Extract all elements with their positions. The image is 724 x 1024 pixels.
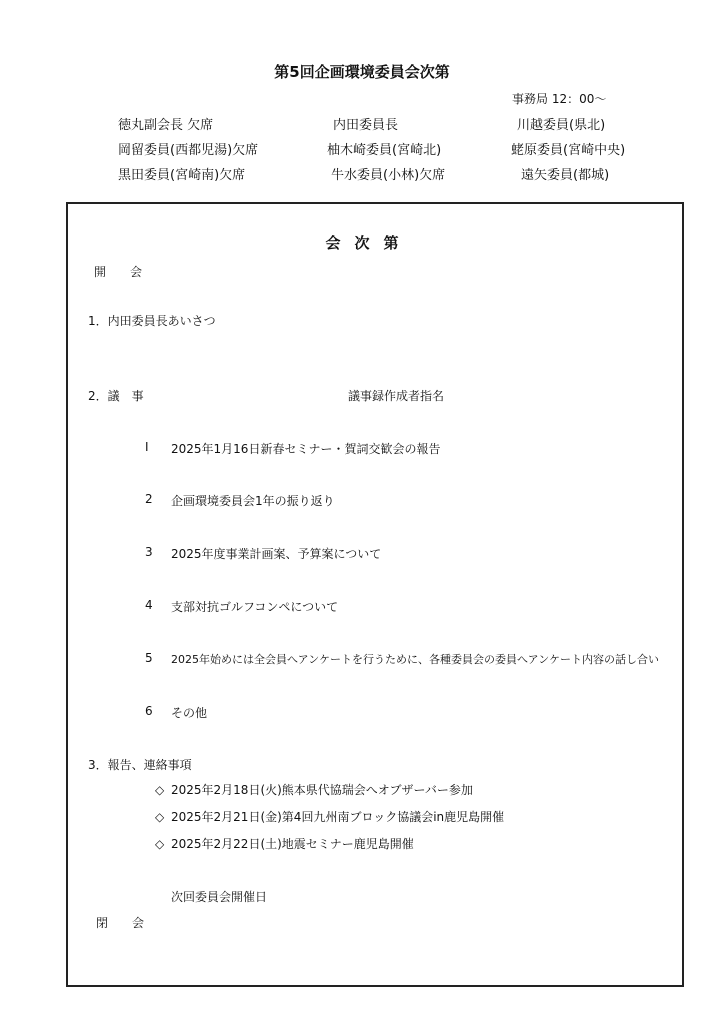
agenda-item-2: 2．議 事 (88, 389, 144, 403)
opening: 開 会 (94, 265, 143, 279)
agenda-item-1: 1．内田委員長あいさつ (88, 314, 216, 328)
sub-item-number: Ⅰ (145, 440, 149, 454)
sub-item-text: 企画環境委員会1年の振り返り (171, 494, 335, 508)
attendee: 蛯原委員(宮崎中央) (511, 143, 626, 158)
attendee: 川越委員(県北) (517, 118, 606, 133)
report-item (155, 835, 414, 852)
sub-item-number: 2 (145, 492, 153, 506)
report-item (155, 781, 473, 798)
diamond-bullet-icon: ◇ (155, 837, 165, 851)
report-text: 2025年2月21日(金)第4回九州南ブロック協議会in鹿児島開催 (171, 810, 505, 824)
agenda-item-3: 3．報告、連絡事項 (88, 758, 192, 772)
attendee: 黒田委員(宮崎南)欠席 (118, 168, 246, 183)
sub-item-text: 2025年度事業計画案、予算案について (171, 547, 382, 561)
report-text: 2025年2月22日(土)地震セミナー鹿児島開催 (171, 837, 414, 851)
sub-item-text: 支部対抗ゴルフコンペについて (171, 600, 339, 614)
sub-item-number: 6 (145, 704, 153, 718)
attendee: 遠矢委員(都城) (521, 168, 610, 183)
diamond-bullet-icon: ◇ (155, 810, 165, 824)
report-item (155, 808, 504, 825)
attendee: 牛水委員(小林)欠席 (331, 168, 446, 183)
agenda-heading: 会次第 (325, 234, 413, 252)
attendee: 柚木崎委員(宮崎北) (327, 143, 442, 158)
attendee: 徳丸副会長 欠席 (118, 118, 214, 133)
attendee: 岡留委員(西都児湯)欠席 (118, 143, 259, 158)
minutes-writer-note: 議事録作成者指名 (348, 389, 445, 403)
attendee: 内田委員長 (333, 118, 399, 133)
sub-item-text: その他 (171, 706, 208, 720)
sub-item-text: 2025年始めには全会員へアンケートを行うために、各種委員会の委員へアンケート内容の話し合い (171, 653, 660, 666)
sub-item-number: 3 (145, 545, 153, 559)
document-title: 第5回企画環境委員会次第 (274, 63, 450, 81)
closing: 閉 会 (96, 916, 145, 930)
diamond-bullet-icon: ◇ (155, 783, 165, 797)
office-time: 事務局 12：00～ (512, 92, 607, 106)
sub-item-number: 5 (145, 651, 153, 665)
sub-item-number: 4 (145, 598, 153, 612)
sub-item-text: 2025年1月16日新春セミナー・賀詞交歓会の報告 (171, 442, 441, 456)
report-text: 2025年2月18日(火)熊本県代協瑞会へオブザーバー参加 (171, 783, 473, 797)
next-meeting-date: 次回委員会開催日 (171, 890, 268, 904)
